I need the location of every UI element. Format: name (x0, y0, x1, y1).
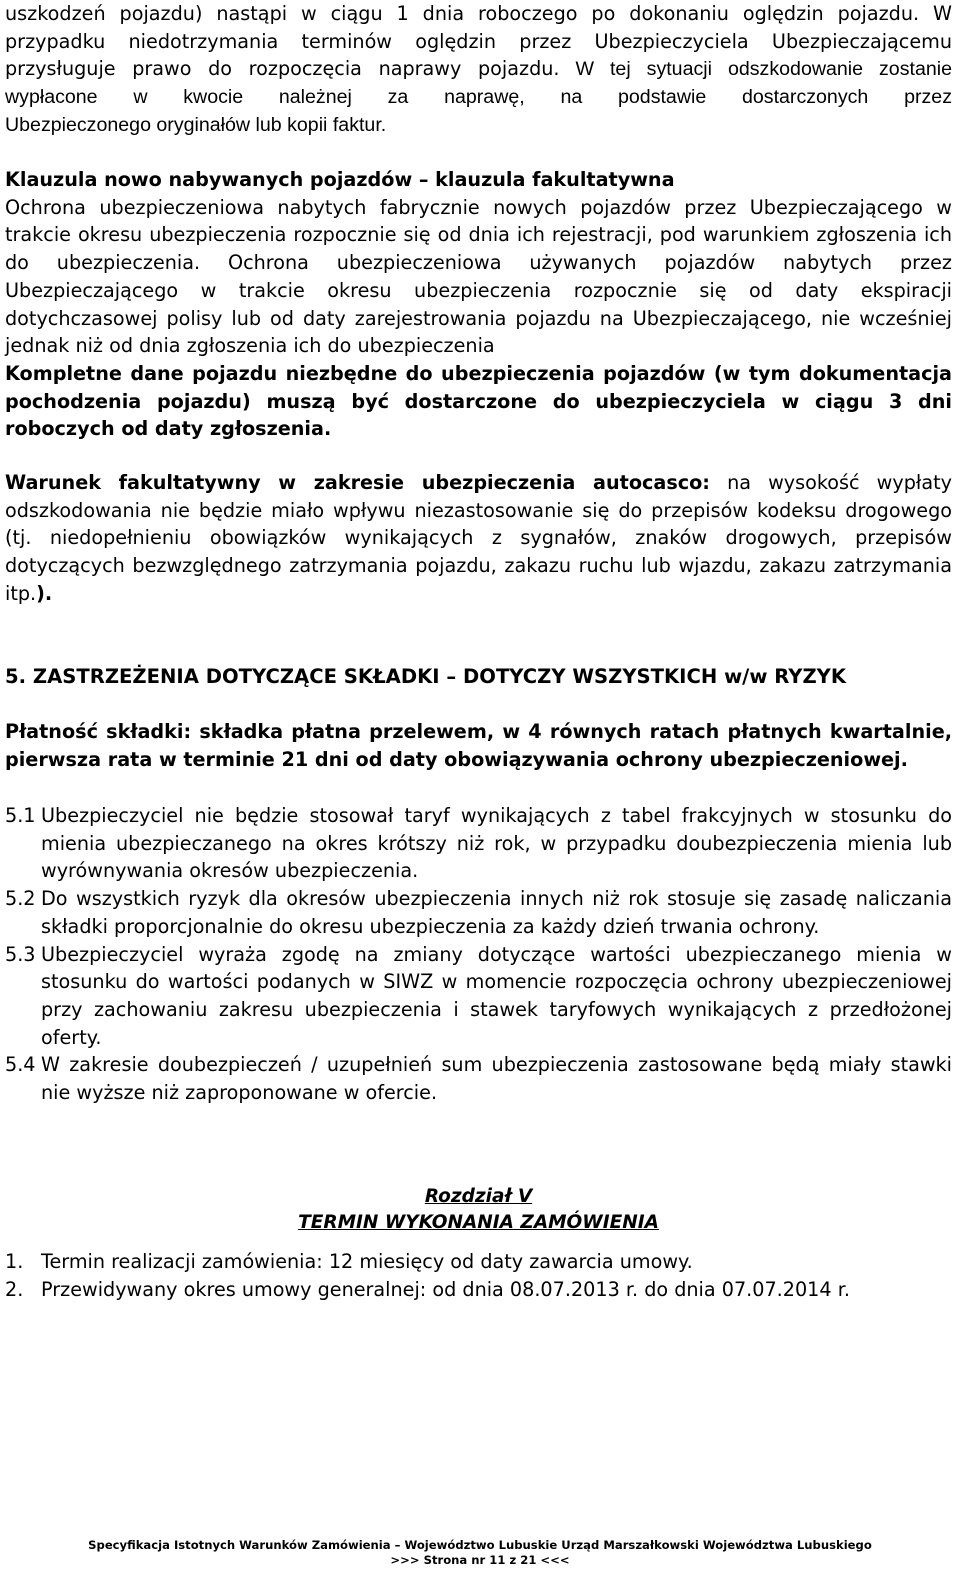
chapter-heading (5, 1184, 952, 1236)
autocasco-condition (5, 469, 952, 608)
list-item-number: 5.2 (5, 887, 36, 911)
list-item-text: Termin realizacji zamówienia: 12 miesięcy od daty zawarcia umowy. (41, 1250, 693, 1273)
list-item (5, 1248, 952, 1276)
list-item-text: Ubezpieczyciel wyraża zgodę na zmiany dotyczące wartości ubezpieczanego mienia w stosunku do wartości podanych w SIWZ w momencie rozpoczęcia ochrony ubezpieczeniowej przy zachowaniu zakresu ubezpieczenia i stawek taryfowych wynikających z przedłożonej oferty. (41, 942, 952, 1049)
intro-line: wypłacone w kwocie należnej za naprawę, na podstawie dostarczonych przez (5, 86, 952, 109)
list-item-text: W zakresie doubezpieczeń / uzupełnień sum ubezpieczenia zastosowane będą miały stawki nie wyższe niż zaproponowane w ofercie. (41, 1053, 952, 1105)
clause-bold-requirement: Kompletne dane pojazdu niezbędne do ubezpieczenia pojazdów (w tym dokumentacja pochodzenia pojazdu) muszą być dostarczone do ubezpieczyciela w ciągu 3 dni roboczych od daty zgłoszenia. (5, 361, 952, 441)
intro-line: Ubezpieczonego oryginałów lub kopii faktur. (5, 113, 387, 136)
section-5-title: 5. ZASTRZEŻENIA DOTYCZĄCE SKŁADKI – DOTYCZY WSZYSTKICH w/w RYZYK (5, 665, 847, 688)
payment-terms: Płatność składki: składka płatna przelewem, w 4 równych ratach płatnych kwartalnie, pierwsza rata w terminie 21 dni od daty obowiązywania ochrony ubezpieczeniowej. (5, 720, 952, 771)
list-item-text: Przewidywany okres umowy generalnej: od dnia 08.07.2013 r. do dnia 07.07.2014 r. (41, 1277, 850, 1301)
chapter-list (5, 1248, 952, 1303)
intro-line: przysługuje prawo do rozpoczęcia naprawy pojazdu. W tej sytuacji odszkodowanie zostanie (5, 57, 952, 81)
list-item-number: 1. (5, 1250, 24, 1273)
condition-paragraph: Warunek fakultatywny w zakresie ubezpieczenia autocasco: na wysokość wypłaty odszkodowania nie będzie miało wpływu niezastosowanie się do przepisów kodeksu drogowego (tj. niedopełnieniu obowiązków wynikających z sygnałów, znaków drogowych, przepisów dotyczących bezwzględnego zatrzymania pojazdu, zakazu ruchu lub wjazdu, zakazu zatrzymania itp.). (5, 471, 952, 605)
chapter-title: Rozdział V (424, 1186, 533, 1207)
list-item-text: Do wszystkich ryzyk dla okresów ubezpieczenia innych niż rok stosuje się zasadę naliczania składki proporcjonalnie do okresu ubezpieczenia za każdy dzień trwania ochrony. (41, 887, 952, 938)
page-footer (0, 1538, 960, 1568)
list-item (5, 802, 952, 885)
chapter-subtitle: TERMIN WYKONANIA ZAMÓWIENIA (298, 1212, 659, 1233)
clause-text: Ochrona ubezpieczeniowa nabytych fabrycznie nowych pojazdów przez Ubezpieczającego w trakcie okresu ubezpieczenia rozpocznie się od dnia ich rejestracji, pod warunkiem zgłoszenia ich do ubezpieczenia. Ochrona ubezpieczeniowa używanych pojazdów nabytych przez Ubezpieczającego w trakcie okresu ubezpieczenia rozpocznie się od daty ekspiracji dotychczasowej polisy lub od daty zarejestrowania pojazdu na Ubezpieczającego, nie wcześniej jednak niż od dnia zgłoszenia ich do ubezpieczenia (5, 195, 952, 358)
footer-title: Specyfikacja Istotnych Warunków Zamówienia – Województwo Lubuskie Urząd Marszałkowski Województwa Lubuskiego (88, 1538, 872, 1552)
premium-payment (5, 718, 952, 773)
list-item-number: 5.4 (5, 1053, 36, 1077)
clause-heading: Klauzula nowo nabywanych pojazdów – klauzula fakultatywna (5, 168, 675, 191)
section-5-list (5, 802, 952, 1107)
intro-line: uszkodzeń pojazdu) nastąpi w ciągu 1 dnia roboczego po dokonaniu oględzin pojazdu. W (5, 2, 952, 25)
list-item (5, 1051, 952, 1106)
list-item (5, 1276, 952, 1304)
condition-heading: Warunek fakultatywny w zakresie ubezpieczenia autocasco: (5, 471, 710, 494)
list-item-text: Ubezpieczyciel nie będzie stosował taryf wynikających z tabel frakcyjnych w stosunku do mienia ubezpieczanego na okres krótszy niż rok, w przypadku doubezpieczenia mienia lub wyrównywania okresów ubezpieczenia. (41, 804, 952, 883)
damage-assessment-paragraph (5, 0, 952, 140)
page-number: >>> Strona nr 11 z 21 <<< (390, 1553, 570, 1567)
new-vehicles-clause (5, 166, 952, 443)
list-item-number: 5.3 (5, 942, 36, 966)
list-item-number: 5.1 (5, 804, 36, 827)
list-item (5, 941, 952, 1052)
condition-text: na wysokość wypłaty odszkodowania nie będzie miało wpływu niezastosowanie się do przepisów kodeksu drogowego (tj. niedopełnieniu obowiązków wynikających z sygnałów, znaków drogowych, przepisów dotyczących bezwzględnego zatrzymania pojazdu, zakazu ruchu lub wjazdu, zakazu zatrzymania itp. (5, 471, 952, 605)
list-item-number: 2. (5, 1277, 24, 1301)
list-item (5, 885, 952, 940)
intro-line: przypadku niedotrzymania terminów oględzin przez Ubezpieczyciela Ubezpieczającemu (5, 29, 952, 53)
